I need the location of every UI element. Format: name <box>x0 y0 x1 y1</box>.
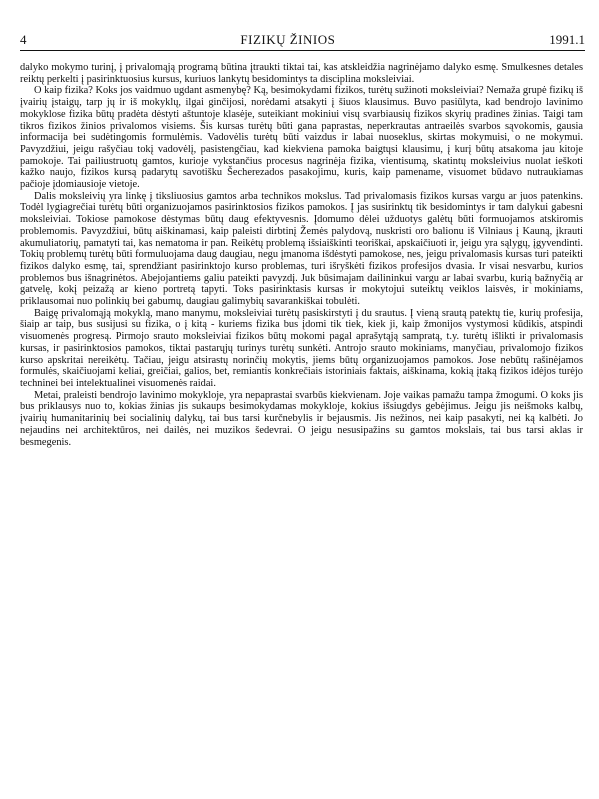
issue-year: 1991.1 <box>549 32 585 47</box>
page-number: 4 <box>20 32 27 47</box>
paragraph: Baigę privalomąją mokyklą, mano manymu, moksleiviai turėtų pasiskirstyti į du srautus. Į vieną srautą patektų tie, kurių profesija, šiaip ar taip, bus susijusi su fizika, o į kitą - kuriems fizika bus įdomi tik tiek, kiek ji, kaip žmonijos vystymosi kūdikis, atspindi visuomenės progresą. Pirmojo srauto moksleiviai fizikos būtų mokomi pagal aprašytąją sampratą, t.y. turėtų išlikti ir privalomasis kursas, ir pasirinktosios pamokos, tiktai pastarųjų turinys turėtų sunkėti. Antrojo srauto mokiniams, manyčiau, privalomojo fizikos kurso apskritai nereikėtų. Tačiau, jeigu atsirastų norinčių mokytis, jiems būtų organizuojamos pamokos. Jose nebūtų rašinėjamos formulės, skaičiuojami keliai, greičiai, galios, bet, remiantis konkrečiais istoriniais faktais, aiškinama, kokią įtaką fizikos idėjos turėjo techninei bei intelektualinei visuomenės raidai. <box>20 307 583 389</box>
paragraph: Metai, praleisti bendrojo lavinimo mokykloje, yra nepaprastai svarbūs kiekvienam. Joje vaikas pamažu tampa žmogumi. O koks jis bus priklausys nuo to, kokias žinias jis sukaups besimokydamas mokykloje, kokius išsiugdys gebėjimus. Jeigu jis neišmoks kalbų, įvairių humanitarinių bei socialinių dalykų, tai bus tarsi kurčnebylis ir bejausmis. Jis nežinos, nei kaip pasakyti, nei ką kalbėti. Jo nejaudins nei architektūros, nei dailės, nei muzikos šedevrai. O jeigu nesusipažins su gamtos mokslais, tai bus tarsi aklas ir besmegenis. <box>20 389 583 448</box>
paragraph: dalyko mokymo turinį, į privalomąją programą būtina įtraukti tiktai tai, kas atskleidžia nagrinėjamo dalyko esmę. Smulkesnes detales reiktų perkelti į pasirinktuosius kursus, kuriuos lankytų besidomintys ta disciplina moksleiviai. <box>20 62 583 85</box>
paragraph: O kaip fizika? Koks jos vaidmuo ugdant asmenybę? Ką, besimokydami fizikos, turėtų sužinoti moksleiviai? Nemaža grupė fizikų iš įvairių įstaigų, tarp jų ir iš mokyklų, ilgai ginčijosi, norėdami atsakyti į šiuos klausimus. Buvo pasiūlyta, kad bendrojo lavinimo mokyklose fizika būtų pradėta dėstyti aštuntoje klasėje, suteikiant mokiniui visų svarbiausių fizikos skyrių pradines žinias. Taigi tam tikros fizikos žinios privalomos visiems. Šis kursas turėtų būti gana paprastas, neperkrautas antraeilės svarbos sąvokomis, gausia informacija bei sudėtingomis formulėmis. Vadovėlis turėtų būti vaizdus ir labai nuoseklus, skirtas mokymuisi, o ne mokymui. Pavyzdžiui, jeigu rašyčiau tokį vadovėlį, pasistengčiau, kad kiekviena pamoka baigtųsi klausimu, į kurį būtų atsakoma jau kitoje pamokoje. Tai pailiustruotų gamtos, kurioje vykstančius procesus nagrinėja fizika, vientisumą, skatintų moksleivius nuolat ieškoti kažko naujo, fizikos kursą padarytų savotišku Šecherezados pasakojimu, kuris, kaip pamename, visuomet būdavo nutraukiamas pačioje įdomiausioje vietoje. <box>20 85 583 191</box>
journal-title: FIZIKŲ ŽINIOS <box>240 32 336 47</box>
article-body <box>20 62 583 448</box>
header-rule <box>20 50 585 51</box>
page-header <box>20 30 585 48</box>
paragraph: Dalis moksleivių yra linkę į tiksliuosius gamtos arba technikos mokslus. Tad privalomasis fizikos kursas vargu ar juos patenkins. Todėl lygiagrečiai turėtų būti organizuojamos pasirinktosios fizikos pamokos. Į jas susirinktų tik besidomintys ir tam dalykui gabesni moksleiviai. Tokiose pamokose dėstymas būtų daug efektyvesnis. Įdomumo dėlei užduotys galėtų būti formuojamos atskiromis problemomis. Pavyzdžiui, būtų aiškinamasi, kaip paleisti dirbtinį Žemės palydovą, nuskristi oro balionu iš Vilniaus į Kauną, įkrauti akumuliatorių, pamatyti tai, kas nematoma ir pan. Reikėtų problemą išsiaiškinti teoriškai, apskaičiuoti ir, jeigu yra sąlygų, įgyvendinti. Tokių problemų turėtų būti formuluojama daug daugiau, negu įmanoma išdėstyti pamokose, nes, jeigu privalomasis kursas turi pateikti fizikos dalyko esmę, tai, sprendžiant pasirinktojo kurso problemas, turi išryškėti fizikos profesijos dvasia. Ir visai nesvarbu, kurios problemos bus išnagrinėtos. Abejojantiems galiu pateikti pavyzdį. Juk būsimajam dailininkui vargu ar labai svarbu, kurią bažnyčią ar gatvelę, kokį peizažą ar kieno portretą tapyti. Toks pasirinktasis kursas ir mokytojui suteiktų veiklos laisvės, ir mokiniams, priklausomai nuo polinkių bei gabumų, daugiau galimybių savarankiškai tobulėti. <box>20 190 583 308</box>
